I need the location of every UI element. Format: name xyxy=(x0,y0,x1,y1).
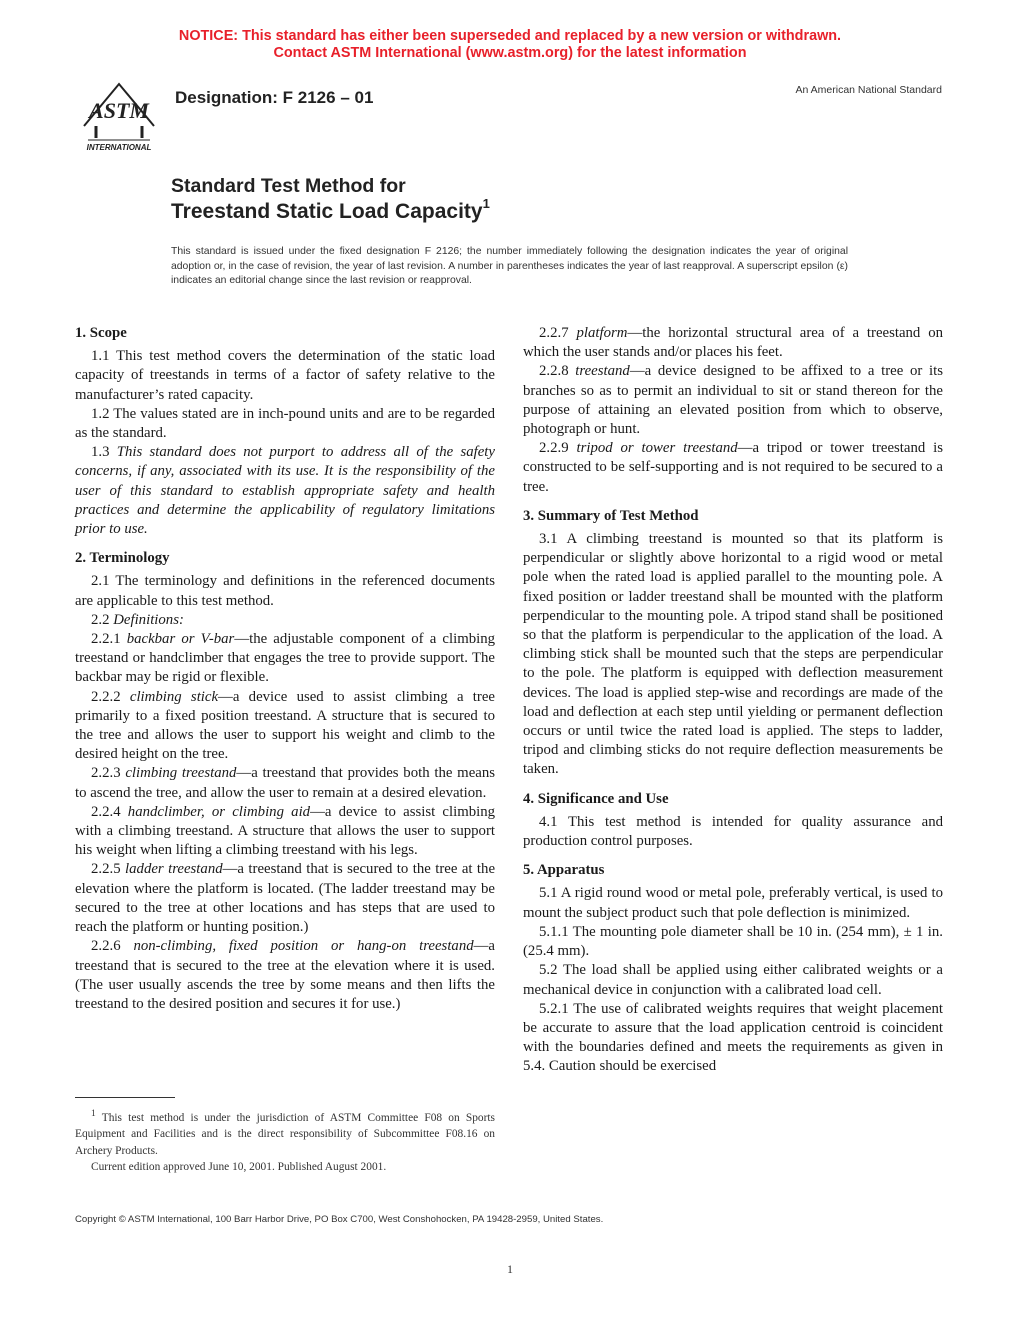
left-column xyxy=(75,324,495,1014)
definition-2-2-6 xyxy=(75,937,495,1014)
paragraph-number: 2.2.6 xyxy=(91,938,134,955)
paragraph-number: 2.2.7 xyxy=(539,325,577,341)
paragraph-4-1: 4.1 This test method is intended for quality assurance and production control purposes. xyxy=(523,813,943,850)
term: climbing stick xyxy=(129,688,219,705)
footnote-1 xyxy=(75,1106,495,1159)
paragraph-number: 2.2.3 xyxy=(91,765,126,782)
logo-subtext: INTERNATIONAL xyxy=(86,143,152,152)
definition-2-2-9 xyxy=(523,439,943,497)
notice-line-2: Contact ASTM International (www.astm.org) for the latest information xyxy=(273,45,747,61)
paragraph-2-2 xyxy=(75,611,495,630)
title-line-2 xyxy=(171,198,490,224)
definition-text: —the adjustable component of a climbing treestand or handclimber that engages the tree to provide support. The backbar may be rigid or flexible. xyxy=(75,631,496,686)
definition-text: —a device to assist climbing with a climbing treestand. A structure that allows the user to support his weight when lifting a climbing treestand with his legs. xyxy=(75,803,496,859)
definition-text: —the horizontal structural area of a treestand on which the user stands and/or places his feet. xyxy=(523,325,943,361)
definition-2-2-5 xyxy=(75,860,495,937)
definition-2-2-8 xyxy=(523,362,943,439)
section-heading-apparatus: 5. Apparatus xyxy=(523,862,605,879)
paragraph-number: 2.2.9 xyxy=(539,440,577,457)
section-heading-significance: 4. Significance and Use xyxy=(523,790,669,807)
term: platform xyxy=(576,325,628,341)
footnote-mark: 1 xyxy=(91,1109,96,1119)
definition-2-2-7 xyxy=(523,324,943,362)
definition-2-2-1 xyxy=(75,630,495,688)
paragraph-5-1: 5.1 A rigid round wood or metal pole, preferably vertical, is used to mount the subject product such that pole deflection is minimized. xyxy=(523,885,943,921)
footnotes xyxy=(75,1106,495,1176)
paragraph-number: 2.2.4 xyxy=(91,803,128,820)
title-line-1: Standard Test Method for xyxy=(171,175,406,197)
copyright: Copyright © ASTM International, 100 Barr Harbor Drive, PO Box C700, West Conshohocken, PA 19428-2959, United States. xyxy=(75,1214,604,1225)
safety-statement: This standard does not purport to address all of the safety concerns, if any, associated with its use. It is the responsibility of the user of this standard to establish appropriate safety and health practices and determine the applicability of regulatory limitations prior to use. xyxy=(75,444,495,538)
term: backbar or V-bar xyxy=(126,631,235,648)
paragraph-1-2: 1.2 The values stated are in inch-pound units and are to be regarded as the standard. xyxy=(75,405,495,442)
paragraph-1-3 xyxy=(75,443,495,539)
section-heading-scope: 1. Scope xyxy=(75,325,127,341)
term: climbing treestand xyxy=(125,765,237,782)
paragraph-number: 2.2.5 xyxy=(91,861,126,878)
paragraph-5-2-1: 5.2.1 The use of calibrated weights requires that weight placement be accurate to assure that the load application centroid is coincident with the boundaries defined and meets the requirements as given in 5.4. Caution should be exercised xyxy=(523,1000,943,1075)
definition-text: —a device used to assist climbing a tree primarily to a fixed position treestand. A structure that is secured to the tree and allows the user to support his weight and climb to the desired height on the tree. xyxy=(75,688,495,763)
right-column xyxy=(523,324,943,1077)
paragraph-number: 2.2.1 xyxy=(91,631,127,648)
definition-text: —a tripod or tower treestand is constructed to be self-supporting and is not required to be secured to a tree. xyxy=(523,440,943,495)
term: non-climbing, fixed position or hang-on treestand xyxy=(133,938,474,955)
definition-text: —a device designed to be affixed to a tree or its branches so as to permit an individual to sit or stand thereon for the purpose of attaining an elevated position from which to observe, photograph or hunt. xyxy=(523,363,944,438)
paragraph-3-1: 3.1 A climbing treestand is mounted so that its platform is perpendicular or slightly above horizontal to a rigid wood or metal pole when the rated load is applied parallel to the mounting pole. A fixed position or ladder treestand shall be mounted with the platform perpendicular to the mounting pole. A tripod stand shall be positioned so that the platform is perpendicular to the application of the load. A climbing stick shall be mounted such that the steps are perpendicular to the pole. The platform is equipped with deflection measurement devices. The load is applied step-wise and recordings are made of the load and deflection at each step until yielding or permanent deflection occurs or until twice the rated load is applied. The steps to ladder, tripod and climbing sticks do not require deflection measurements be taken. xyxy=(523,531,943,778)
term: handclimber, or climbing aid xyxy=(127,803,311,820)
definition-2-2-4 xyxy=(75,803,495,861)
notice-line-1: NOTICE: This standard has either been superseded and replaced by a new version or withdrawn. xyxy=(178,28,842,44)
definition-2-2-3 xyxy=(75,764,495,802)
definitions-label: Definitions: xyxy=(113,611,184,628)
paragraph-2-1: 2.1 The terminology and definitions in the referenced documents are applicable to this test method. xyxy=(75,573,495,609)
paragraph-5-1-1: 5.1.1 The mounting pole diameter shall be 10 in. (254 mm), ± 1 in. (25.4 mm). xyxy=(523,923,943,960)
title-footnote-mark: 1 xyxy=(482,196,490,211)
astm-logo-icon xyxy=(74,80,164,152)
footnote-divider xyxy=(75,1097,175,1098)
section-heading-summary: 3. Summary of Test Method xyxy=(523,507,699,524)
designation: Designation: F 2126 – 01 xyxy=(175,88,374,107)
paragraph-number: 1.3 xyxy=(91,444,117,461)
paragraph-1-1: 1.1 This test method covers the determination of the static load capacity of treestands in terms of a factor of safety relative to the manufacturer’s rated capacity. xyxy=(75,348,495,403)
definition-2-2-2 xyxy=(75,688,495,765)
withdrawal-notice xyxy=(0,28,1020,62)
paragraph-number: 2.2 xyxy=(91,611,114,628)
american-national-standard-label: An American National Standard xyxy=(795,84,942,96)
paragraph-number: 2.2.8 xyxy=(539,363,576,380)
paragraph-number: 2.2.2 xyxy=(91,688,130,705)
term: treestand xyxy=(575,363,630,380)
term: ladder treestand xyxy=(125,861,223,878)
logo-wordmark: ASTM xyxy=(89,98,149,123)
edition-note: Current edition approved June 10, 2001. Published August 2001. xyxy=(91,1161,387,1174)
title-text: Treestand Static Load Capacity xyxy=(171,200,483,223)
term: tripod or tower treestand xyxy=(576,440,738,457)
definition-text: —a treestand that provides both the means to ascend the tree, and allow the user to remain at a desired elevation. xyxy=(75,765,495,801)
section-heading-terminology: 2. Terminology xyxy=(75,550,170,567)
page-number: 1 xyxy=(507,1262,513,1276)
paragraph-5-2: 5.2 The load shall be applied using either calibrated weights or a mechanical device in conjunction with a calibrated load cell. xyxy=(523,962,943,998)
definition-text: —a treestand that is secured to the tree at the elevation where it is used. (The user usually ascends the tree by some means and then lifts the treestand to the desired position and secures it for use.) xyxy=(75,938,495,1012)
definition-text: —a treestand that is secured to the tree at the elevation where the platform is located. (The ladder treestand may be secured to the tree at other locations and has steps that are used to reach the platform or hunting position.) xyxy=(75,861,496,936)
issuance-note: This standard is issued under the fixed designation F 2126; the number immediately following the designation indicates the year of original adoption or, in the case of revision, the year of last revision. A number in parentheses indicates the year of last reapproval. A superscript epsilon (ε) indicates an editorial change since the last revision or reapproval. xyxy=(171,246,848,286)
footnote-text: This test method is under the jurisdiction of ASTM Committee F08 on Sports Equipment and Facilities and is the direct responsibility of Subcommittee F08.16 on Archery Products. xyxy=(75,1111,495,1157)
